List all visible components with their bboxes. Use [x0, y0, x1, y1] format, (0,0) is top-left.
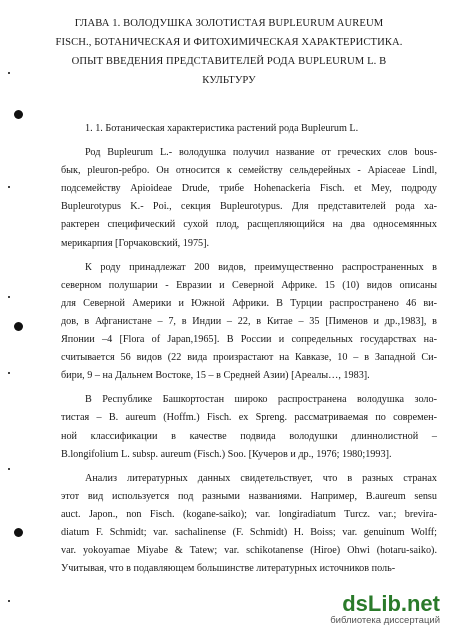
- text-line: auct. Japon., non Fisch. (kogane-saiko); var. longiradiatum Turcz. var.; brevira-: [61, 508, 437, 520]
- text-line: B.longifolium L. subsp. aureum (Fisch.) Soo. [Кучеров и др., 1976; 1980;1993].: [61, 448, 392, 460]
- text-line: Род Bupleurum L.- володушка получил название от греческих слов bous-: [85, 147, 437, 159]
- section-subheading: [61, 120, 437, 138]
- binder-hole-top: [14, 110, 23, 119]
- margin-mark: [8, 186, 10, 188]
- text-line: подсемейству Apioideae Drude, трибе Hohenackeria Fisch. et Mey, подроду: [61, 183, 437, 195]
- paragraph: [61, 470, 437, 579]
- text-line: Японии –4 [Flora of Japan,1965]. В России и сопредельных государствах на-: [61, 334, 437, 346]
- chapter-heading-line: FISCH., БОТАНИЧЕСКАЯ И ФИТОХИМИЧЕСКАЯ ХАРАКТЕРИСТИКА.: [55, 37, 403, 48]
- text-line: Bupleurotypus K.- Poi., секция Bupleurotypus. Для представителей рода ха-: [61, 201, 437, 213]
- paragraph: [61, 391, 437, 463]
- text-line: Учитывая, что в подавляющем большинстве литературных источников поль-: [61, 563, 396, 575]
- watermark-tagline: библиотека диссертаций: [330, 615, 440, 626]
- chapter-heading-line: ОПЫТ ВВЕДЕНИЯ ПРЕДСТАВИТЕЛЕЙ РОДА BUPLEURUM L. В: [71, 56, 387, 67]
- text-line: 1. 1. Ботаническая характеристика растений рода Bupleurum L.: [85, 123, 359, 134]
- margin-mark: [8, 296, 10, 298]
- text-line: В Республике Башкортостан широко распространена володушка золо-: [85, 394, 437, 406]
- binder-hole-middle: [14, 322, 23, 331]
- text-line: К роду принадлежат 200 видов, преимущественно распространенных в: [85, 261, 437, 273]
- binder-hole-bottom: [14, 528, 23, 537]
- chapter-heading-line: КУЛЬТУРУ: [202, 75, 256, 86]
- text-line: var. yokoyamae Miyabe & Tatew; var. schikotanense (Hiroe) Ohwi (hotaru-saiko).: [61, 545, 437, 557]
- text-line: diatum F. Schmidt; var. sachalinense (F. Schmidt) H. Boiss; var. genuinum Wolff;: [61, 526, 437, 538]
- chapter-heading-line: ГЛАВА 1. ВОЛОДУШКА ЗОЛОТИСТАЯ BUPLEURUM AUREUM: [74, 18, 384, 29]
- watermark-brand: dsLib.net: [342, 591, 440, 616]
- watermark-logo: [330, 593, 440, 627]
- text-line: северном полушарии - Евразии и Северной Африке. 15 (10) видов описаны: [61, 279, 437, 291]
- chapter-heading: [34, 14, 424, 90]
- margin-mark: [8, 600, 10, 602]
- paragraph: [61, 259, 437, 386]
- text-line: тистая – B. aureum (Hoffm.) Fisch. ex Spreng. рассматриваемая по современ-: [61, 412, 437, 424]
- margin-mark: [8, 468, 10, 470]
- text-line: дов, в Афганистане – 7, в Индии – 22, в Китае – 35 [Пименов и др.,1983], в: [61, 315, 437, 327]
- text-line: бык, pleuron-ребро. Он относится к семейству сельдерейных - Apiaceae Lindl,: [61, 165, 437, 177]
- text-line: рактерен специфический сухой плод, расщепляющийся на два односемянных: [61, 219, 437, 231]
- text-line: Анализ литературных данных свидетельствует, что в разных странах: [85, 472, 437, 484]
- margin-mark: [8, 372, 10, 374]
- text-line: ной классификации в качестве подвида володушки длиннолистной –: [61, 430, 437, 442]
- text-line: считывается 56 видов (22 вида произрастают на Кавказе, 10 – в Западной Си-: [61, 352, 437, 364]
- text-line: бири, 9 – на Дальнем Востоке, 15 – в Средней Азии) [Ареалы…, 1983].: [61, 370, 370, 382]
- text-line: для Северной Америки и Южной Африки. В Турции распространено 46 ви-: [61, 297, 437, 309]
- body-text: [61, 120, 437, 578]
- text-line: этот вид используется под разными названиями. Например, B.aureum sensu: [61, 490, 437, 502]
- paragraph: [61, 144, 437, 253]
- text-line: мерикарпия [Горчаковский, 1975].: [61, 237, 210, 249]
- margin-mark: [8, 72, 10, 74]
